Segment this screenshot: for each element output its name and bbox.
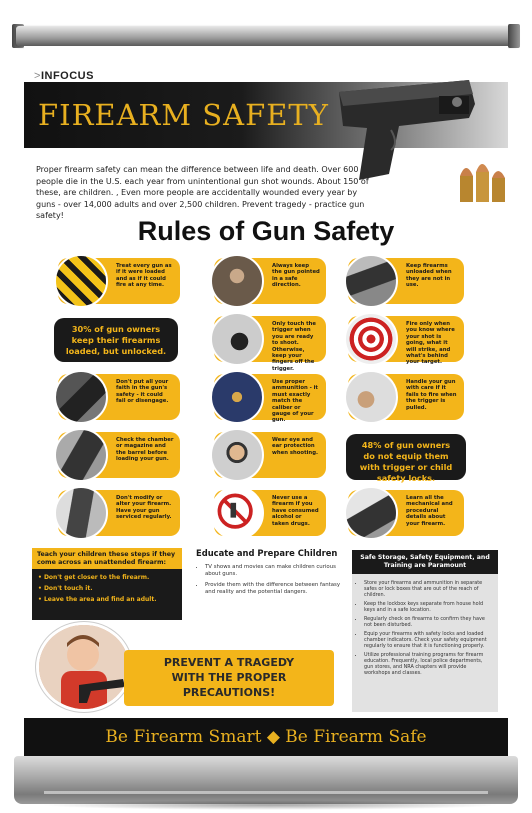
ammunition-icon [210, 370, 264, 424]
rule-card-alcohol [214, 490, 326, 536]
rule-card-protection [214, 432, 326, 478]
list-item: • Provide them with the difference between fantasy and reality and the potential dangers. [205, 582, 344, 596]
rule-text: Wear eye and ear protection when shooting. [272, 437, 318, 456]
rule-text: Keep firearms unloaded when they are not in use. [406, 263, 452, 289]
rule-text: Only touch the trigger when you are ready to shoot. Otherwise, keep your fingers off the trigger. [272, 321, 316, 372]
target-icon [344, 312, 398, 366]
educate-title: Educate and Prepare Children [196, 548, 338, 558]
rule-card-direction [214, 258, 326, 304]
gun-service-icon [54, 486, 108, 540]
rule-text: Don't put all your faith in the gun's safety - it could fail or disengage. [116, 379, 169, 405]
list-item: • Regularly check on firearms to confirm they have not been disturbed. [364, 616, 492, 628]
rule-card-modify [58, 490, 180, 536]
list-item: • TV shows and movies can make children curious about guns. [205, 564, 344, 578]
unloaded-gun-icon [344, 254, 398, 308]
gun-safety-icon [54, 370, 108, 424]
brand-name: INFOCUS [40, 70, 94, 82]
list-item: • Don't touch it. [38, 585, 93, 592]
rule-text: Treat every gun as if it were loaded and as if it could fire at any time. [116, 263, 172, 289]
rule-text: Learn all the mechanical and procedural details about your firearm. [406, 495, 453, 527]
rule-card-chamber [58, 432, 180, 478]
person-holding-gun-icon [210, 254, 264, 308]
prevent-line: PRECAUTIONS! [182, 686, 276, 699]
teach-heading: Teach your children these steps if they come across an unattended firearm: [32, 548, 182, 569]
rule-text: Don't modify or alter your firearm. Have your gun serviced regularly. [116, 495, 172, 521]
caution-tape-icon [54, 254, 108, 308]
footer-slogan: Be Firearm Smart ◆ Be Firearm Safe [24, 718, 508, 756]
hand-gun-icon [344, 370, 398, 424]
brand-prefix: > [34, 70, 41, 82]
stat-loaded-unlocked: 30% of gun owners keep their firearms loaded, but unlocked. [54, 318, 178, 362]
list-item: • Equip your firearms with safety locks and loaded chamber indicators. Check your safety equipment regularly to ensure that it is functioning properly. [364, 631, 492, 649]
list-item: • Leave the area and find an adult. [38, 596, 157, 603]
rule-text: Always keep the gun pointed in a safe direction. [272, 263, 320, 289]
rule-card-ammunition [214, 374, 326, 424]
prevent-tragedy-banner [124, 650, 334, 706]
rule-text: Handle your gun with care if it fails to fire when the trigger is pulled. [406, 379, 457, 411]
storage-heading: Safe Storage, Safety Equipment, and Training are Paramount [352, 550, 498, 574]
teach-children-box [32, 548, 182, 620]
protection-icon [210, 428, 264, 482]
rule-text: Use proper ammunition - it must exactly match the caliber or gauge of your gun. [272, 379, 318, 424]
list-item: • Utilize professional training programs for firearm education. Frequently, local police departments, gun stores, and NRA chapters will provide workshops and classes. [364, 652, 492, 676]
list-item: • Store your firearms and ammunition in separate safes or lock boxes that are out of the reach of children. [364, 580, 492, 598]
storage-section [352, 550, 498, 712]
poster-banner [24, 46, 508, 756]
banner-top-cap-right [508, 24, 520, 48]
intro-paragraph: Proper firearm safety can mean the difference between life and death. Over 600 people die in the U.S. each year from unintentional gun shot wounds. About 150 of these, are children. , Even more people are accidentally wounded every year by guns - over 14,000 adults and over 2,500 children. Prevent tragedy - practice gun safety! [36, 165, 369, 220]
rule-card-safety [58, 374, 180, 420]
chamber-check-icon [54, 428, 108, 482]
list-item: • Don't get closer to the firearm. [38, 574, 150, 581]
educate-list [196, 564, 344, 596]
teach-step: Don't get closer to the firearm. [43, 574, 150, 581]
rule-card-trigger [214, 316, 326, 372]
no-alcohol-icon [210, 486, 264, 540]
stand-shadow [40, 800, 500, 810]
rule-text: Fire only when you know where your shot is going, what it will strike, and what's behind your target. [406, 321, 455, 366]
teach-step: Don't touch it. [43, 585, 93, 592]
trigger-finger-icon [210, 312, 264, 366]
page-title: FIREARM SAFETY [38, 98, 329, 132]
rules-heading: Rules of Gun Safety [137, 216, 395, 246]
rule-card-mechanical [348, 490, 464, 536]
storage-list [352, 574, 498, 676]
prevent-line: WITH THE PROPER [171, 671, 287, 684]
rule-card-loaded [58, 258, 180, 304]
teach-steps-list [32, 569, 182, 608]
rule-text: Never use a firearm if you have consumed alcohol or taken drugs. [272, 495, 319, 527]
teach-step: Leave the area and find an adult. [43, 596, 157, 603]
rule-text: Check the chamber or magazine and the barrel before loading your gun. [116, 437, 174, 463]
prevent-line: PREVENT A TRAGEDY [163, 656, 295, 669]
banner-stand-base [14, 756, 518, 804]
rule-card-unloaded [348, 258, 464, 304]
mechanical-icon [344, 486, 398, 540]
stat-no-trigger-locks: 48% of gun owners do not equip them with trigger or child safety locks. [346, 434, 466, 480]
bullets-icon [456, 156, 508, 206]
child-with-gun-photo [36, 622, 132, 712]
banner-top-rail [16, 26, 518, 46]
list-item: • Keep the lockbox keys separate from house hold keys and in a safe location. [364, 601, 492, 613]
rule-card-misfire [348, 374, 464, 420]
brand-logo [34, 70, 94, 82]
rule-card-target [348, 316, 464, 366]
educate-section [196, 548, 344, 600]
